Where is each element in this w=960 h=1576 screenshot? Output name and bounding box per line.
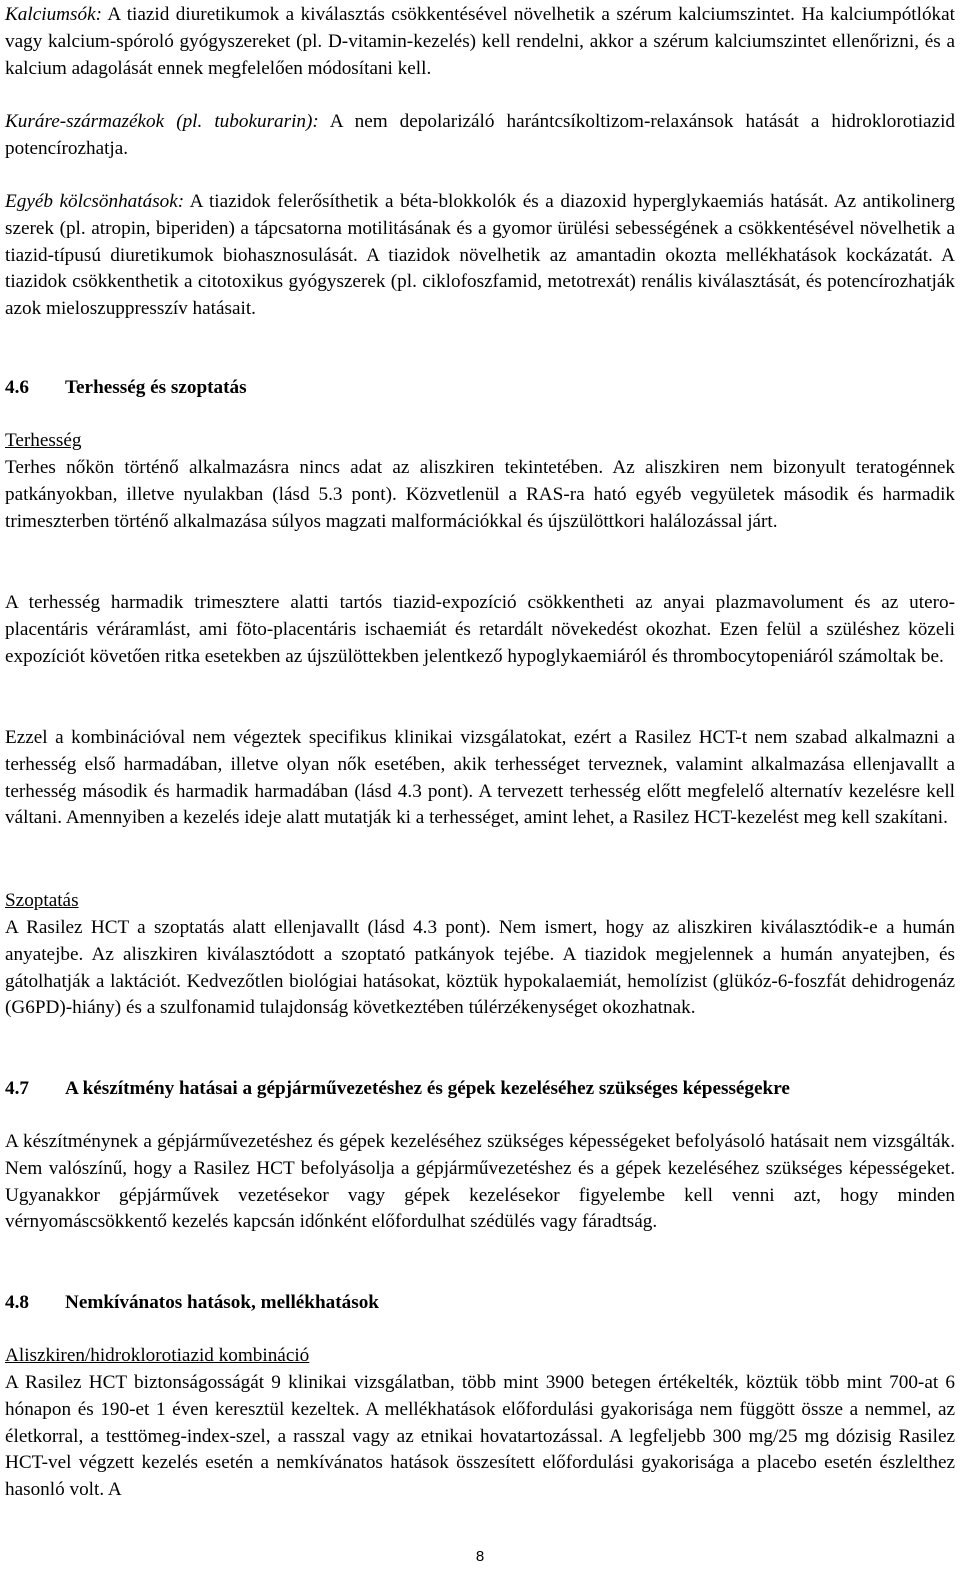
paragraph-other-interactions [5,189,955,323]
subheading-breastfeeding: Szoptatás [5,890,79,911]
paragraph-adverse-effects: A Rasilez HCT biztonságosságát 9 klinikai vizsgálatban, több mint 3900 betegen értékelték, köztük több mint 700-at 6 hónapon és 190-et 1 éven keresztül kezeltek. A mellékhatások előfordulási gyakorisága nem függött össze a nemmel, az életkorral, a testtömeg-index-szel, a rasszal vagy az etnikai hovatartozással. A legfeljebb 300 mg/25 mg dózisig Rasilez HCT-vel végzett kezelés esetén a nemkívánatos hatások összesített előfordulási gyakorisága a placebo esetén észlelthez hasonló volt. A [5,1372,955,1501]
subheading-combination: Aliszkiren/hidroklorotiazid kombináció [5,1345,310,1366]
curare-text: A nem depolarizáló harántcsíkoltizom-relaxánsok hatását a hidroklorotiazid potencírozhatja. [5,111,955,159]
calcium-salts-text: A tiazid diuretikumok a kiválasztás csökkentésével növelhetik a szérum kalciumszintet. Ha kalciumpótlókat vagy kalcium-spóroló gyógyszereket (pl. D-vitamin-kezelés) kell rendelni, akkor a szérum kalciumszintet ellenőrizni, és a kalcium adagolását ennek megfelelően módosítani kell. [5,4,955,79]
calcium-salts-label: Kalciumsók: [5,4,102,25]
section-heading-4-6 [5,375,955,402]
section-heading-4-7 [5,1076,955,1103]
section-number: 4.8 [5,1292,29,1313]
paragraph-pregnancy-3: Ezzel a kombinációval nem végeztek specifikus klinikai vizsgálatokat, ezért a Rasilez HCT-t nem szabad alkalmazni a terhesség első harmadában, illetve olyan nők esetében, akik terhességet terveznek, valamint alkalmazása ellenjavallt a terhesség második és harmadik harmadában (lásd 4.3 pont). A tervezett terhesség előtt megfelelő alternatív kezelésre kell váltani. Amennyiben a kezelés ideje alatt mutatják ki a terhességet, amint lehet, a Rasilez HCT-kezelést meg kell szakítani. [5,727,955,829]
subheading-pregnancy: Terhesség [5,430,82,451]
section-number: 4.6 [5,377,29,398]
section-title: A készítmény hatásai a gépjárművezetéshez és gépek kezeléséhez szükséges képességekre [65,1078,790,1099]
curare-label: Kuráre-származékok (pl. tubokurarin): [5,111,319,132]
paragraph-calcium-salts [5,2,955,82]
other-interactions-text: A tiazidok felerősíthetik a béta-blokkolók és a diazoxid hyperglykaemiás hatását. Az antikolinerg szerek (pl. atropin, biperiden) a tápcsatorna motilitásának és a gyomor ürülési sebességének a csökkentésével növelhetik a tiazid-típusú diuretikumok biohasznosulását. A tiazidok növelhetik az amantadin okozta mellékhatások kockázatát. A tiazidok csökkenthetik a citotoxikus gyógyszerek (pl. ciklofoszfamid, metotrexát) renális kiválasztását, és potencírozhatják azok mieloszuppresszív hatásait. [5,191,956,320]
paragraph-curare [5,109,955,163]
paragraph-breastfeeding: A Rasilez HCT a szoptatás alatt ellenjavallt (lásd 4.3 pont). Nem ismert, hogy az aliszkiren kiválasztódik-e a humán anyatejbe. Az aliszkiren kiválasztódott a szoptató patkányok tejébe. A tiazidok megjelennek a humán anyatejben, és gátolhatják a laktációt. Kedvezőtlen biológiai hatásokat, köztük hypokalaemiát, hemolízist (glükóz-6-foszfát dehidrogenáz (G6PD)-hiány) és a szulfonamid tulajdonság következtében túlérzékenységet okozhatnak. [5,917,955,1019]
page-number: 8 [475,1548,485,1565]
paragraph-pregnancy-1: Terhes nőkön történő alkalmazásra nincs adat az aliszkiren tekintetében. Az aliszkiren nem bizonyult teratogénnek patkányokban, illetve nyulakban (lásd 5.3 pont). Közvetlenül a RAS-ra ható egyéb vegyületek második és harmadik trimeszterben történő alkalmazása súlyos magzati malformációkkal és újszülöttkori halálozással járt. [5,457,955,532]
section-heading-4-8 [5,1290,955,1317]
section-title: Nemkívánatos hatások, mellékhatások [65,1292,379,1313]
paragraph-pregnancy-2: A terhesség harmadik trimesztere alatti tartós tiazid-expozíció csökkentheti az anyai plazmavolument és az utero-placentáris véráramlást, ami föto-placentáris ischaemiát és retardált növekedést okozhat. Ezen felül a szüléshez közeli expozíciót követően ritka esetekben az újszülöttekben jelentkező hypoglykaemiáról és thrombocytopeniáról számoltak be. [5,592,955,667]
section-title: Terhesség és szoptatás [65,377,247,398]
paragraph-driving: A készítménynek a gépjárművezetéshez és gépek kezeléséhez szükséges képességeket befolyásoló hatásait nem vizsgálták. Nem valószínű, hogy a Rasilez HCT befolyásolja a gépjárművezetéshez és a gépek kezeléséhez szükséges képességeket. Ugyanakkor gépjárművek vezetésekor vagy gépek kezelésekor figyelembe kell venni azt, hogy minden vérnyomáscsökkentő kezelés kapcsán időnként előfordulhat szédülés vagy fáradtság. [5,1131,955,1233]
other-interactions-label: Egyéb kölcsönhatások: [5,191,185,212]
section-number: 4.7 [5,1078,29,1099]
